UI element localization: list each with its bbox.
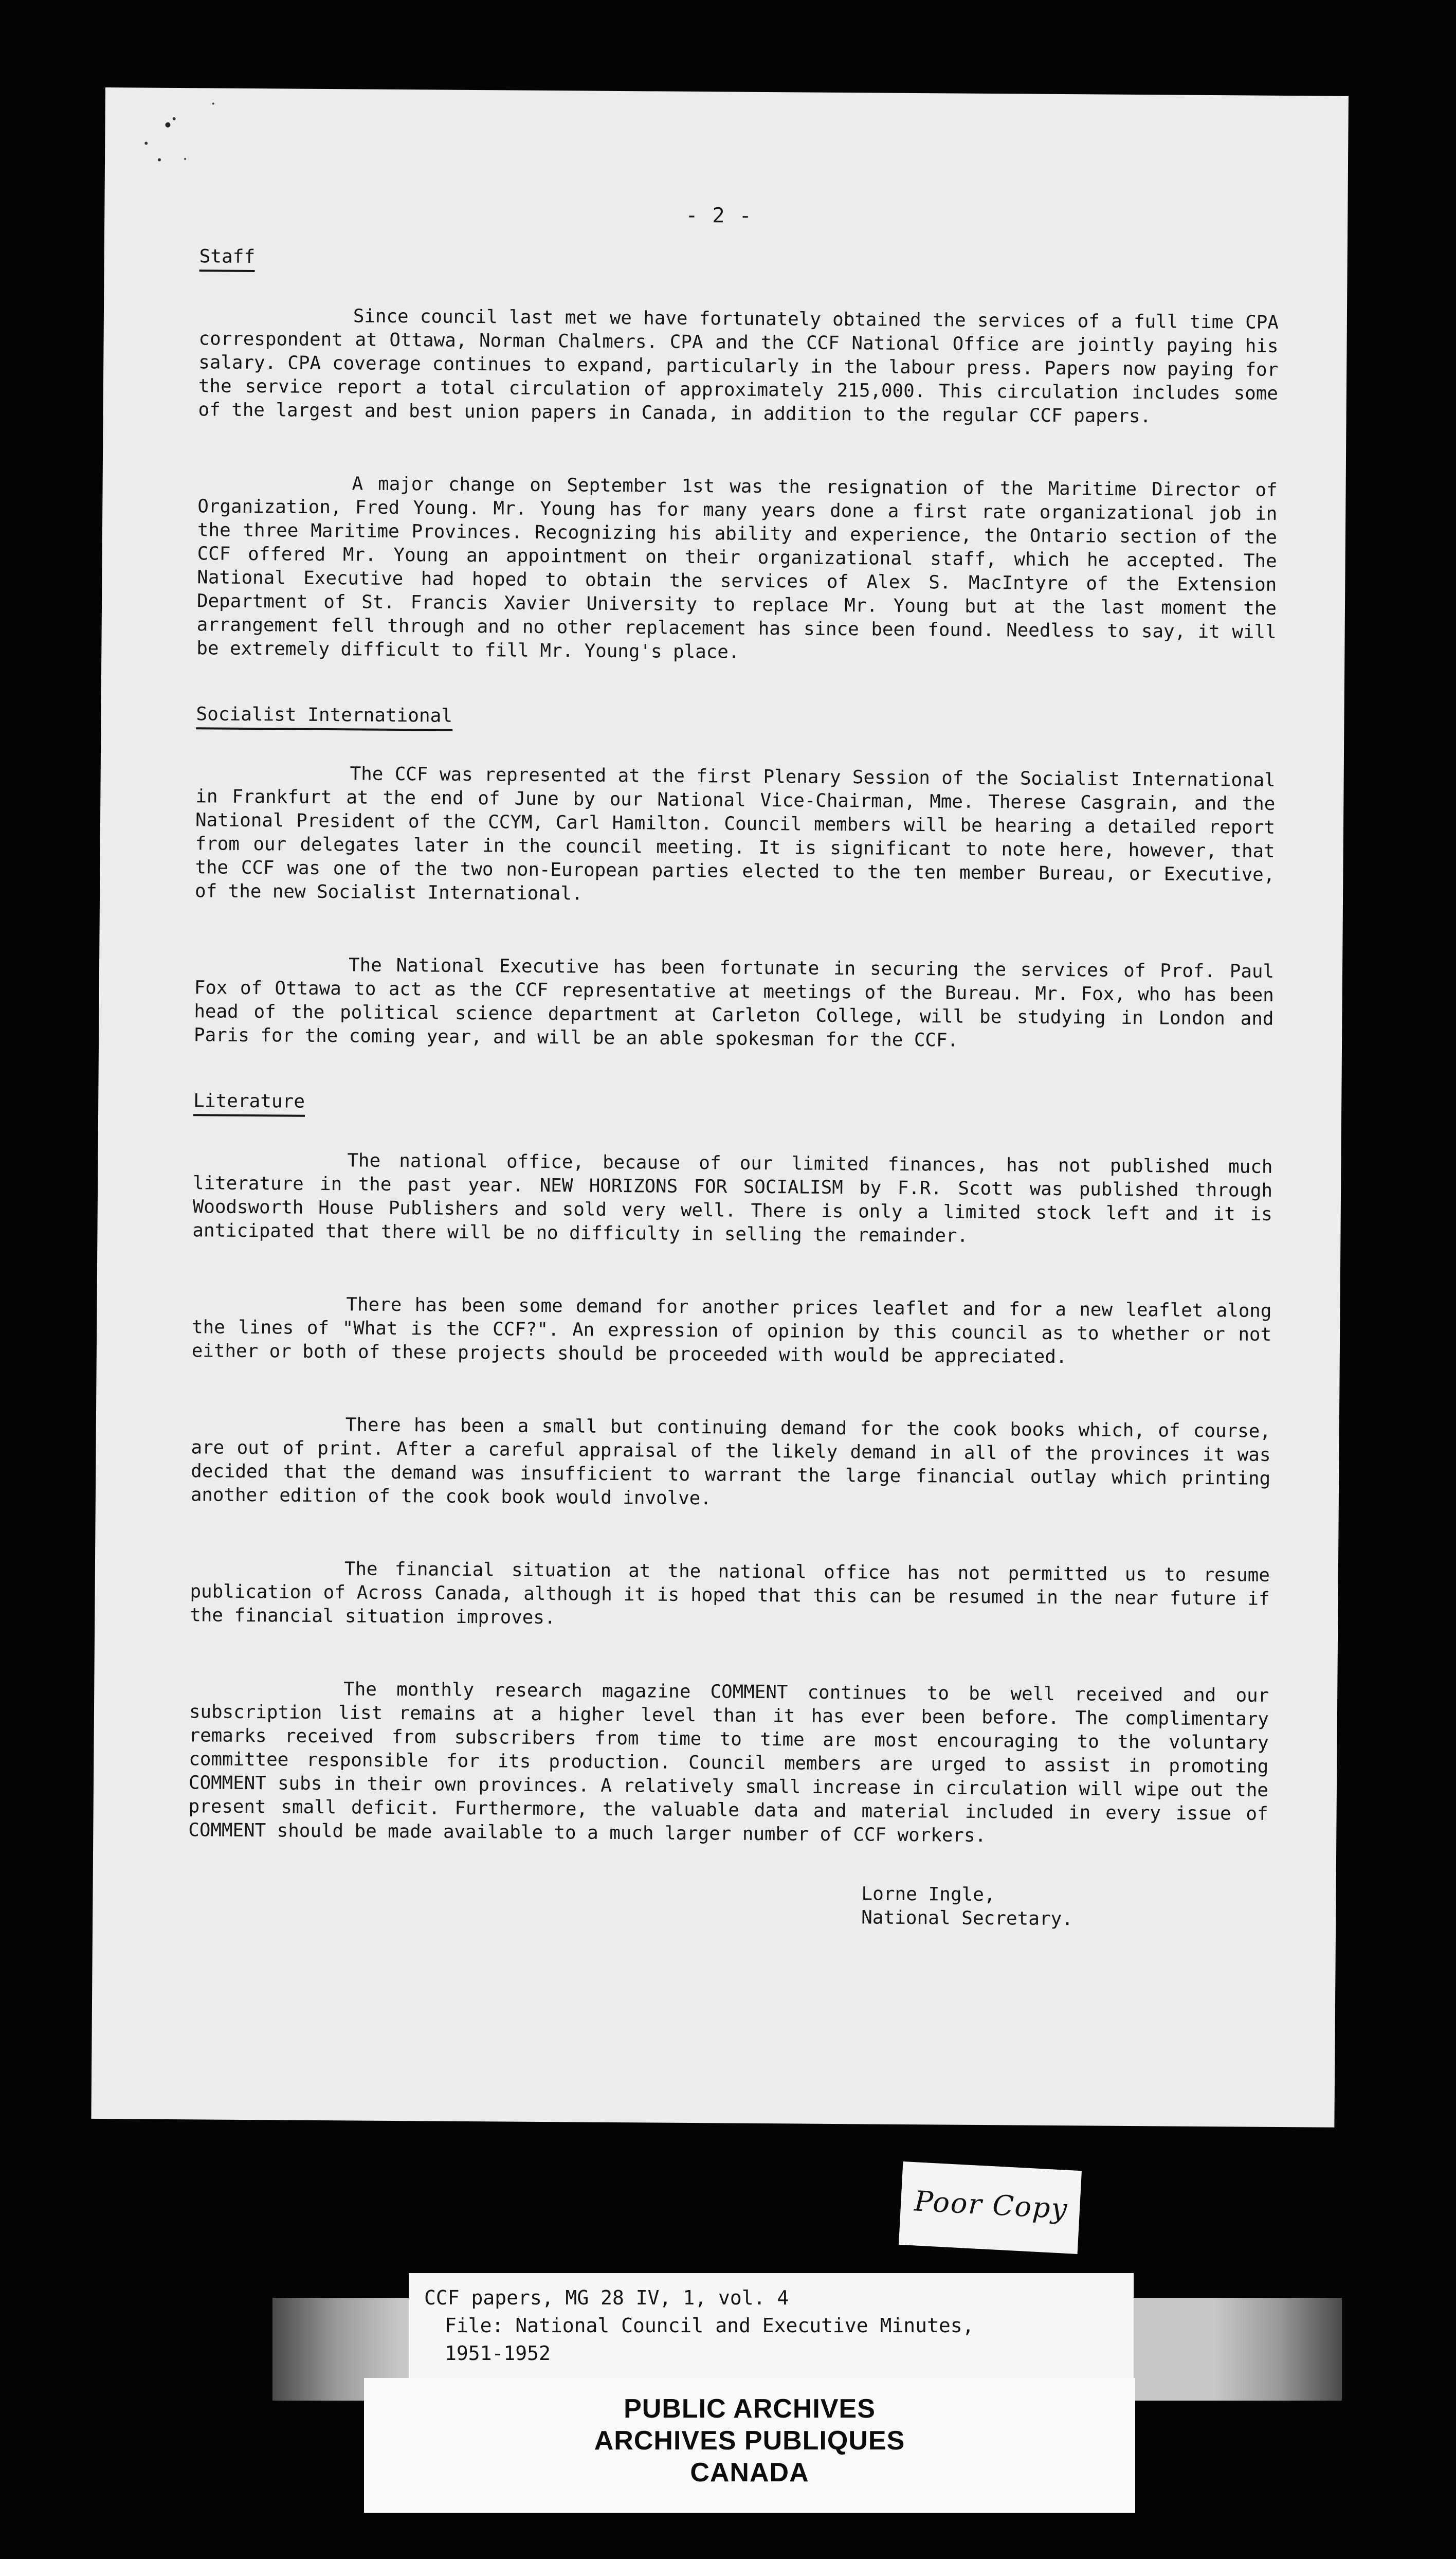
signature-title: National Secretary. (861, 1907, 1073, 1930)
poor-copy-note (899, 2161, 1082, 2254)
archive-stamp-line: ARCHIVES PUBLIQUES (594, 2426, 905, 2456)
page-number: - 2 - (685, 203, 753, 228)
archive-stamp (364, 2378, 1135, 2513)
section-staff (196, 245, 1279, 668)
archive-stamp-line: PUBLIC ARCHIVES (624, 2394, 876, 2424)
paragraph: The CCF was represented at the first Plenary Session of the Socialist International in Frankfurt at the end of June by our National Vice-Chairman, Mme. Therese Casgrain, and the National President of the CCYM, Carl Hamilton. Council members will be hearing a detailed report from our delegates later in the council meeting. It is significant to note here, however, that the CCF was one of the two non-European parties elected to the ten member Bureau, or Executive, of the new Socialist International. (194, 763, 1276, 905)
paragraph: There has been a small but continuing demand for the cook books which, of course, are out of print. After a careful appraisal of the likely demand in all of the provinces it was decided that the demand was insufficient to warrant the large financial outlay which printing another edition of the cook book would involve. (190, 1414, 1271, 1509)
section-heading: Literature (193, 1089, 305, 1117)
section-socialist-international (194, 702, 1276, 1055)
poor-copy-text: Poor Copy (913, 2185, 1069, 2225)
signature-block (861, 1882, 1073, 1931)
paragraph: Since council last met we have fortunately obtained the services of a full time CPA correspondent at Ottawa, Norman Chalmers. CPA and the CCF National Office are jointly paying his salary. CPA coverage continues to expand, particularly in the labour press. Papers now paying for the service report a total circulation of approximately 215,000. This circulation includes some of the largest and best union papers in Canada, in addition to the regular CCF papers. (198, 305, 1279, 427)
paragraph: There has been some demand for another prices leaflet and for a new leaflet along the lines of "What is the CCF?". An expression of opinion by this council as to whether or not either or both of these projects should be proceeded with would be appreciated. (191, 1294, 1272, 1368)
label-line-collection: CCF papers, MG 28 IV, 1, vol. 4 (424, 2286, 789, 2309)
paragraph: The monthly research magazine COMMENT continues to be well received and our subscription list remains at a higher level than it has ever been before. The complimentary remarks received from subscribers from time to time are most encouraging to the voluntary committee responsible for its production. Council members are urged to assist in promoting COMMENT subs in their own provinces. A relatively small increase in circulation will wipe out the present small deficit. Furthermore, the valuable data and material included in every issue of COMMENT should be made available to a much larger number of CCF workers. (188, 1679, 1269, 1847)
archive-reference-label (409, 2273, 1134, 2391)
label-line-years: 1951-1952 (445, 2342, 551, 2365)
paragraph: A major change on September 1st was the resignation of the Maritime Director of Organization, Fred Young. Mr. Young has for many years done a first rate organizational job in the three Maritime Provinces. Recognizing his ability and experience, the Ontario section of the CCF offered Mr. Young an appointment on their organizational staff, which he accepted. The National Executive had hoped to obtain the services of Alex S. MacIntyre of the Extension Department of St. Francis Xavier University to replace Mr. Young but at the last moment the arrangement fell through and no other replacement has since been found. Needless to say, it will be extremely difficult to fill Mr. Young's place. (196, 473, 1278, 663)
paragraph: The national office, because of our limited finances, has not published much literature in the past year. NEW HORIZONS FOR SOCIALISM by F.R. Scott was published through Woodsworth House Publishers and sold very well. There is only a limited stock left and it is anticipated that there will be no difficulty in selling the remainder. (192, 1150, 1273, 1247)
document-page (91, 87, 1349, 2128)
section-heading: Socialist International (196, 702, 452, 731)
signature-name: Lorne Ingle, (861, 1883, 995, 1906)
section-heading: Staff (199, 245, 256, 272)
archive-stamp-line: CANADA (690, 2458, 809, 2488)
paragraph: The financial situation at the national office has not permitted us to resume publication of Across Canada, although it is hoped that this can be resumed in the near future if the financial situation improves. (190, 1558, 1270, 1629)
document-body (188, 245, 1279, 1892)
section-literature (188, 1089, 1273, 1850)
page-specks (135, 98, 239, 201)
paragraph: The National Executive has been fortunate in securing the services of Prof. Paul Fox of Ottawa to act as the CCF representative at meetings of the Bureau. Mr. Fox, who has been head of the political science department at Carleton College, will be studying in London and Paris for the coming year, and will be an able spokesman for the CCF. (193, 954, 1275, 1051)
label-line-file: File: National Council and Executive Minutes, (445, 2314, 974, 2337)
